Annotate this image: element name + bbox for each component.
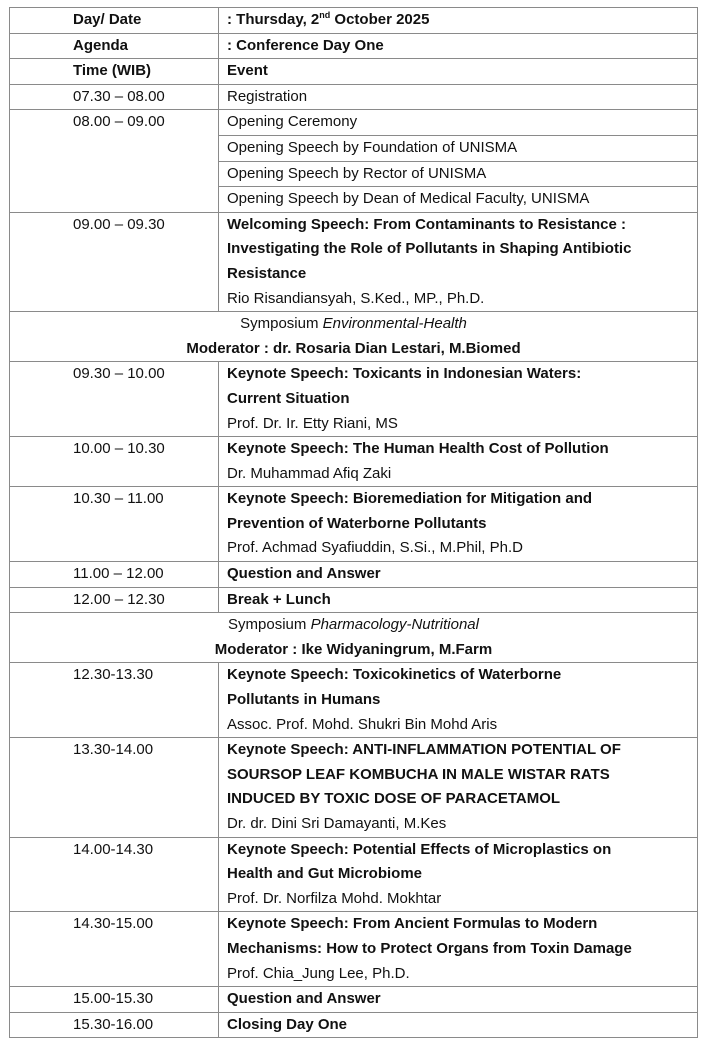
event-cell — [219, 562, 698, 588]
event-title: Question and Answer — [227, 565, 381, 583]
day-value-month: October 2025 — [330, 11, 430, 28]
time-cell: 12.30-13.30 — [10, 663, 219, 738]
speaker-name: Assoc. Prof. Mohd. Shukri Bin Mohd Aris — [227, 715, 498, 733]
time-cell: 15.30-16.00 — [10, 1012, 219, 1038]
schedule-row — [10, 362, 698, 437]
event-title: SOURSOP LEAF KOMBUCHA IN MALE WISTAR RATS — [227, 765, 610, 783]
event-cell — [219, 912, 698, 987]
day-value — [219, 8, 698, 34]
date-row — [10, 8, 698, 34]
column-header-row — [10, 59, 698, 85]
event-cell — [219, 362, 698, 437]
event-cell — [219, 663, 698, 738]
time-cell: 13.30-14.00 — [10, 738, 219, 837]
time-cell: 08.00 – 09.00 — [10, 110, 219, 212]
event-cell — [219, 212, 698, 311]
symposium-row — [10, 312, 698, 362]
schedule-row — [10, 110, 698, 136]
event-cell — [219, 738, 698, 837]
speaker-name: Prof. Chia_Jung Lee, Ph.D. — [227, 964, 410, 982]
event-title: Current Situation — [227, 389, 350, 407]
event-cell — [219, 837, 698, 912]
time-cell: 12.00 – 12.30 — [10, 587, 219, 613]
event-title: Resistance — [227, 264, 307, 282]
symposium-topic: Environmental-Health — [322, 315, 467, 333]
time-cell: 09.30 – 10.00 — [10, 362, 219, 437]
speaker-name: Rio Risandiansyah, S.Ked., MP., Ph.D. — [227, 289, 485, 307]
event-title: Keynote Speech: Toxicokinetics of Waterborne — [227, 666, 562, 684]
schedule-row — [10, 663, 698, 738]
event-title: Keynote Speech: The Human Health Cost of Pollution — [227, 440, 609, 458]
symposium-prefix: Symposium — [228, 616, 311, 634]
schedule-row — [10, 587, 698, 613]
agenda-table — [9, 7, 698, 1038]
schedule-row — [10, 738, 698, 837]
event-cell — [219, 437, 698, 487]
event-title: Keynote Speech: Potential Effects of Microplastics on — [227, 840, 612, 858]
symposium-title — [10, 613, 697, 638]
day-value-text: : Thursday, 2 — [227, 11, 320, 28]
event-title: Keynote Speech: Bioremediation for Mitigation and — [227, 490, 593, 508]
event-cell — [219, 587, 698, 613]
event-title: Pollutants in Humans — [227, 691, 381, 709]
symposium-row — [10, 613, 698, 663]
event-cell — [219, 487, 698, 562]
time-cell: 15.00-15.30 — [10, 987, 219, 1013]
moderator: Moderator : dr. Rosaria Dian Lestari, M.Biomed — [186, 339, 521, 357]
event-title: Break + Lunch — [227, 590, 331, 608]
event-title: Investigating the Role of Pollutants in Shaping Antibiotic — [227, 240, 632, 258]
event-title: Prevention of Waterborne Pollutants — [227, 514, 487, 532]
time-cell: 10.30 – 11.00 — [10, 487, 219, 562]
time-cell: 10.00 – 10.30 — [10, 437, 219, 487]
event-title: Keynote Speech: Toxicants in Indonesian Waters: — [227, 365, 582, 383]
event-header: Event — [219, 59, 698, 85]
symposium-cell — [10, 613, 698, 663]
speaker-name: Prof. Achmad Syafiuddin, S.Si., M.Phil, Ph.D — [227, 539, 523, 557]
time-cell: 14.00-14.30 — [10, 837, 219, 912]
event-cell — [219, 1012, 698, 1038]
event-title: Question and Answer — [227, 990, 381, 1008]
event-title: Welcoming Speech: From Contaminants to Resistance : — [227, 215, 626, 233]
schedule-row — [10, 1012, 698, 1038]
symposium-prefix: Symposium — [240, 315, 323, 333]
event-cell: Opening Speech by Foundation of UNISMA — [219, 135, 698, 161]
time-cell: 09.00 – 09.30 — [10, 212, 219, 311]
event-cell: Opening Ceremony — [219, 110, 698, 136]
schedule-row — [10, 562, 698, 588]
event-cell: Opening Speech by Rector of UNISMA — [219, 161, 698, 187]
day-label: Day/ Date — [10, 8, 219, 34]
event-title: Mechanisms: How to Protect Organs from Toxin Damage — [227, 939, 632, 957]
speaker-name: Dr. Muhammad Afiq Zaki — [227, 464, 392, 482]
event-cell — [219, 987, 698, 1013]
event-cell — [219, 84, 698, 110]
schedule-row — [10, 837, 698, 912]
time-cell: 11.00 – 12.00 — [10, 562, 219, 588]
day-suffix: nd — [319, 10, 331, 20]
symposium-title — [10, 312, 697, 337]
schedule-row — [10, 212, 698, 311]
event-cell: Opening Speech by Dean of Medical Faculty, UNISMA — [219, 187, 698, 213]
speaker-name: Registration — [227, 87, 308, 105]
symposium-topic: Pharmacology-Nutritional — [310, 616, 479, 634]
symposium-cell — [10, 312, 698, 362]
time-cell: 14.30-15.00 — [10, 912, 219, 987]
agenda-label: Agenda — [10, 33, 219, 59]
schedule-row — [10, 437, 698, 487]
event-title: Health and Gut Microbiome — [227, 865, 423, 883]
speaker-name: Dr. dr. Dini Sri Damayanti, M.Kes — [227, 815, 447, 832]
schedule-row — [10, 912, 698, 987]
event-title: Keynote Speech: From Ancient Formulas to Modern — [227, 915, 598, 933]
schedule-row — [10, 987, 698, 1013]
schedule-row — [10, 487, 698, 562]
event-title: INDUCED BY TOXIC DOSE OF PARACETAMOL — [227, 790, 561, 808]
speaker-name: Prof. Dr. Ir. Etty Riani, MS — [227, 414, 398, 432]
schedule-row — [10, 84, 698, 110]
event-title: Closing Day One — [227, 1015, 348, 1033]
time-header: Time (WIB) — [10, 59, 219, 85]
agenda-value: : Conference Day One — [219, 33, 698, 59]
moderator: Moderator : Ike Widyaningrum, M.Farm — [214, 640, 493, 658]
agenda-row — [10, 33, 698, 59]
time-cell: 07.30 – 08.00 — [10, 84, 219, 110]
event-title: Keynote Speech: ANTI-INFLAMMATION POTENTIAL OF — [227, 741, 621, 759]
speaker-name: Prof. Dr. Norfilza Mohd. Mokhtar — [227, 889, 442, 907]
